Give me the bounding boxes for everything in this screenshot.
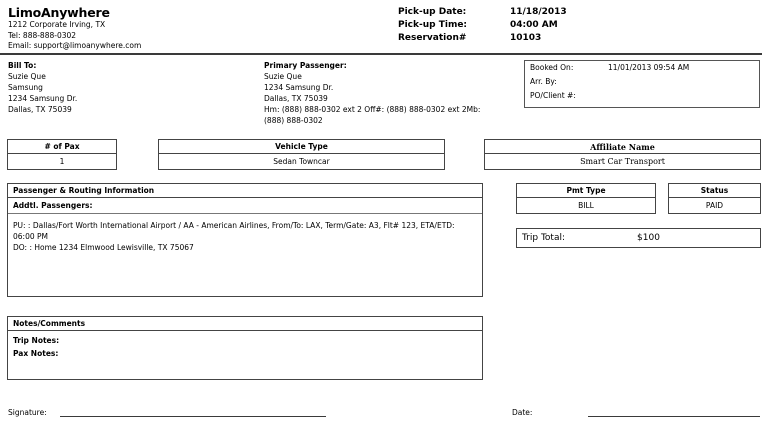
bill-to-street: 1234 Samsung Dr.	[8, 94, 78, 103]
passenger-routing-box	[7, 183, 483, 297]
pickup-date-row	[398, 6, 728, 19]
passenger-routing-header: Passenger & Routing Information	[8, 184, 482, 198]
pax-notes-label: Pax Notes:	[13, 349, 59, 358]
booked-on-row	[525, 61, 759, 75]
payment-status-box	[668, 183, 761, 214]
reservation-number-label: Reservation#	[398, 33, 467, 43]
trip-notes-label: Trip Notes:	[13, 336, 60, 345]
pickup-time-label: Pick-up Time:	[398, 20, 468, 30]
bill-to-title: Bill To:	[8, 61, 37, 70]
reservation-summary-block	[398, 6, 728, 45]
vehicle-type-box	[158, 139, 445, 170]
routing-dropoff-line: DO: : Home 1234 Elmwood Lewisville, TX 75067	[13, 243, 194, 252]
pax-count-box	[7, 139, 117, 170]
notes-body	[8, 331, 482, 360]
pax-count-value: 1	[59, 157, 65, 166]
primary-passenger-phones: Hm: (888) 888-0302 ext 2 Off#: (888) 888-0302 ext 2Mb: (888) 888-0302	[264, 105, 481, 125]
booking-details-box	[524, 60, 760, 108]
affiliate-name-value: Smart Car Transport	[580, 157, 665, 166]
bill-to-city-state-zip: Dallas, TX 75039	[8, 105, 72, 114]
notes-comments-header: Notes/Comments	[8, 317, 482, 331]
payment-type-value: BILL	[578, 201, 594, 210]
bill-to-block	[8, 60, 253, 115]
reservation-number-value: 10103	[510, 33, 542, 43]
vehicle-type-value: Sedan Towncar	[273, 157, 330, 166]
company-phone: Tel: 888-888-0302	[8, 30, 77, 40]
po-client-row	[525, 89, 759, 103]
company-email: Email: support@limoanywhere.com	[8, 41, 142, 50]
reservation-number-row	[398, 32, 728, 45]
arr-by-row	[525, 75, 759, 89]
affiliate-name-header: Affiliate Name	[485, 140, 760, 154]
booked-on-value: 11/01/2013 09:54 AM	[608, 63, 690, 72]
signature-label: Signature:	[8, 408, 47, 417]
trip-total-label: Trip Total:	[522, 233, 566, 243]
pickup-time-value: 04:00 AM	[510, 20, 558, 30]
po-client-label: PO/Client #:	[530, 91, 576, 100]
signature-line	[60, 416, 326, 417]
affiliate-name-box	[484, 139, 761, 170]
date-label: Date:	[512, 408, 533, 417]
arr-by-label: Arr. By:	[530, 77, 557, 86]
header-divider	[0, 53, 762, 55]
pax-count-header: # of Pax	[8, 140, 116, 154]
pickup-date-label: Pick-up Date:	[398, 7, 467, 17]
primary-passenger-street: 1234 Samsung Dr.	[264, 83, 334, 92]
notes-comments-box	[7, 316, 483, 380]
payment-status-value: PAID	[705, 201, 724, 210]
payment-type-header: Pmt Type	[517, 184, 655, 198]
payment-type-box	[516, 183, 656, 214]
primary-passenger-name: Suzie Que	[264, 72, 302, 81]
company-name: LimoAnywhere	[8, 5, 110, 20]
bill-to-name: Suzie Que	[8, 72, 46, 81]
date-line	[588, 416, 760, 417]
vehicle-type-header: Vehicle Type	[159, 140, 444, 154]
booked-on-label: Booked On:	[530, 63, 574, 72]
company-info-block	[8, 5, 328, 52]
trip-total-value: $100	[637, 233, 660, 243]
pickup-time-row	[398, 19, 728, 32]
primary-passenger-block	[264, 60, 494, 126]
primary-passenger-title: Primary Passenger:	[264, 61, 347, 70]
primary-passenger-city-state-zip: Dallas, TX 75039	[264, 94, 328, 103]
company-address: 1212 Corporate Irving, TX	[8, 20, 106, 29]
payment-status-header: Status	[669, 184, 760, 198]
routing-pickup-line: PU: : Dallas/Fort Worth International Airport / AA - American Airlines, From/To: LAX, Term/Gate: A3, Flt# 123, ETA/ETD: 06:00 PM	[13, 221, 455, 241]
trip-total-box	[516, 228, 761, 248]
addtl-passengers-label: Addtl. Passengers:	[8, 198, 482, 214]
routing-body	[8, 214, 482, 253]
bill-to-company: Samsung	[8, 83, 43, 92]
pickup-date-value: 11/18/2013	[510, 7, 567, 17]
